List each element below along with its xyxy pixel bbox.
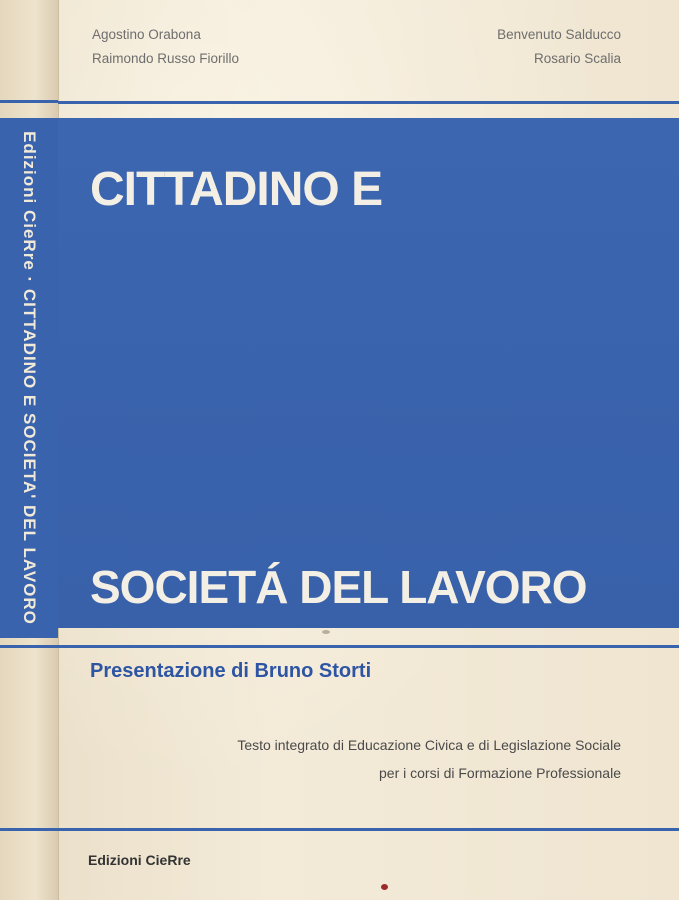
title-line-2: SOCIETÁ DEL LAVORO <box>90 561 587 613</box>
rule-middle <box>58 645 679 648</box>
subtitle-line-1: Testo integrato di Educazione Civica e di Legislazione Sociale <box>237 737 621 753</box>
spine-rule-middle <box>0 645 58 648</box>
author-raimondo-russo-fiorillo: Raimondo Russo Fiorillo <box>92 51 240 66</box>
publisher-name: Edizioni CieRre <box>88 852 191 868</box>
spine-rule-bottom <box>0 828 58 831</box>
presentation-credit: Presentazione di Bruno Storti <box>90 660 372 682</box>
author-rosario-scalia: Rosario Scalia <box>533 51 621 66</box>
ink-stain <box>381 884 388 890</box>
author-agostino-orabona: Agostino Orabona <box>92 27 201 42</box>
book-spine <box>0 0 59 900</box>
title-line-1: CITTADINO E <box>90 163 383 216</box>
spine-rule-top <box>0 100 58 103</box>
subtitle-line-2: per i corsi di Formazione Professionale <box>379 765 621 781</box>
author-benvenuto-salducco: Benvenuto Salducco <box>497 27 621 42</box>
spine-title: Edizioni CieRre · CITTADINO E SOCIETA' DEL LAVORO <box>20 131 39 625</box>
paper-mark <box>322 630 330 634</box>
rule-top <box>58 101 679 104</box>
rule-bottom <box>58 828 679 831</box>
